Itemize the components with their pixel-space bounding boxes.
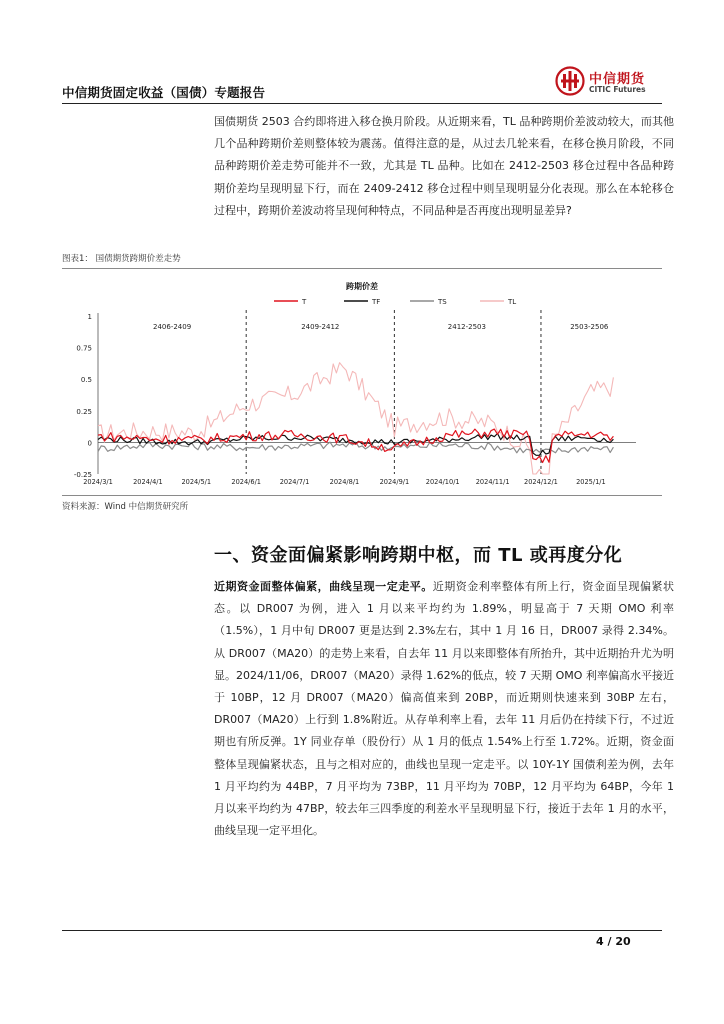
y-tick-label: 0.75 — [76, 344, 92, 353]
period-label: 2503-2506 — [570, 323, 609, 331]
y-tick-label: 0.5 — [80, 376, 92, 385]
period-label: 2406-2409 — [153, 323, 192, 331]
x-tick-label: 2024/6/1 — [231, 478, 262, 486]
period-label: 2409-2412 — [301, 323, 340, 331]
period-label: 2412-2503 — [447, 323, 486, 331]
x-tick-label: 2024/11/1 — [475, 478, 510, 486]
figure-bottom-rule — [62, 495, 662, 496]
body-paragraph — [214, 576, 674, 842]
body-text: 近期资金利率整体有所上行，资金面呈现偏紧状态。以 DR007 为例，进入 1 月以来平均约为 1.89%，明显高于 7 天期 OMO 利率（1.5%），1 月中旬 DR007 更是达到 2.3%左右，其中 1 月 16 日，DR007 录得 2.34%。从 DR007（MA20）的走势上来看，自去年 11 月以来即整体有所抬升，其中近期抬升尤为明显。2024/11/06，DR007（MA20）录得 1.62%的低点，较 7 天期 OMO 利率偏高水平接近于 10BP，12 月 DR007（MA20）偏高值来到 20BP，而近期则快速来到 30BP 左右，DR007（MA20）上行到 1.8%附近。从存单利率上看，去年 11 月后仍在持续下行，不过近期也有所反弹。1Y 同业存单（股份行）从 1 月的低点 1.54%上行至 1.72%。近期，资金面整体呈现偏紧状态，且与之相对应的，曲线也呈现一定走平。以 10Y-1Y 国债利差为例，去年 1 月平均约为 44BP，7 月平均为 73BP，11 月平均为 70BP，12 月平均为 64BP，今年 1 月以来平均约为 47BP，较去年三四季度的利差水平呈现明显下行，接近于去年 1 月的水平，曲线呈现一定平坦化。 — [214, 580, 675, 838]
y-tick-label: 1 — [87, 313, 92, 321]
x-tick-label: 2024/8/1 — [329, 478, 360, 486]
x-tick-label: 2024/10/1 — [425, 478, 460, 486]
legend-label-ts: TS — [438, 298, 447, 306]
figure-caption: 图表1： 国债期货跨期价差走势 — [62, 254, 181, 264]
citic-logo-icon — [555, 66, 585, 96]
x-tick-label: 2024/5/1 — [181, 478, 212, 486]
figure-top-rule — [62, 268, 662, 269]
page-number: 4 / 20 — [596, 935, 631, 948]
spread-chart — [62, 271, 662, 492]
footer-divider — [62, 930, 662, 931]
report-title: 中信期货固定收益（国债）专题报告 — [62, 85, 266, 100]
chart-legend — [274, 298, 516, 306]
logo-subtitle: CITIC Futures — [589, 85, 646, 94]
brand-logo — [555, 66, 665, 100]
figure-source: 资料来源：Wind 中信期货研究所 — [62, 502, 189, 512]
logo-name: 中信期货 — [589, 72, 646, 87]
series-line-tl — [98, 363, 613, 474]
section-heading: 一、资金面偏紧影响跨期中枢，而 TL 或再度分化 — [214, 545, 623, 566]
x-tick-label: 2025/1/1 — [576, 478, 606, 486]
chart-title: 跨期价差 — [346, 282, 378, 291]
header-divider — [62, 103, 662, 104]
x-tick-label: 2024/7/1 — [279, 478, 310, 486]
spread-chart-svg — [62, 271, 662, 492]
chart-axes — [74, 310, 636, 486]
y-tick-label: 0.25 — [76, 407, 92, 416]
y-tick-label: 0 — [87, 439, 92, 448]
x-tick-label: 2024/12/1 — [524, 478, 558, 486]
chart-plot — [98, 363, 613, 474]
legend-label-t: T — [302, 298, 307, 306]
body-lead: 近期资金面整体偏紧，曲线呈现一定走平。 — [214, 580, 433, 593]
x-tick-label: 2024/4/1 — [133, 478, 163, 486]
legend-label-tf: TF — [372, 298, 381, 306]
intro-paragraph: 国债期货 2503 合约即将进入移仓换月阶段。从近期来看，TL 品种跨期价差波动较大，而其他几个品种跨期价差则整体较为震荡。值得注意的是，从过去几轮来看，在移仓换月阶段，不同品种跨期价差走势可能并不一致，尤其是 TL 品种。比如在 2412-2503 移仓过程中各品种跨期价差均呈现明显下行，而在 2409-2412 移仓过程中则呈现明显分化表现。那么在本轮移仓过程中，跨期价差波动将呈现何种特点，不同品种是否再度出现明显差异? — [214, 115, 674, 217]
y-tick-label: -0.25 — [73, 471, 92, 479]
legend-label-tl: TL — [508, 298, 517, 306]
x-tick-label: 2024/3/1 — [83, 478, 113, 486]
x-tick-label: 2024/9/1 — [379, 478, 410, 486]
